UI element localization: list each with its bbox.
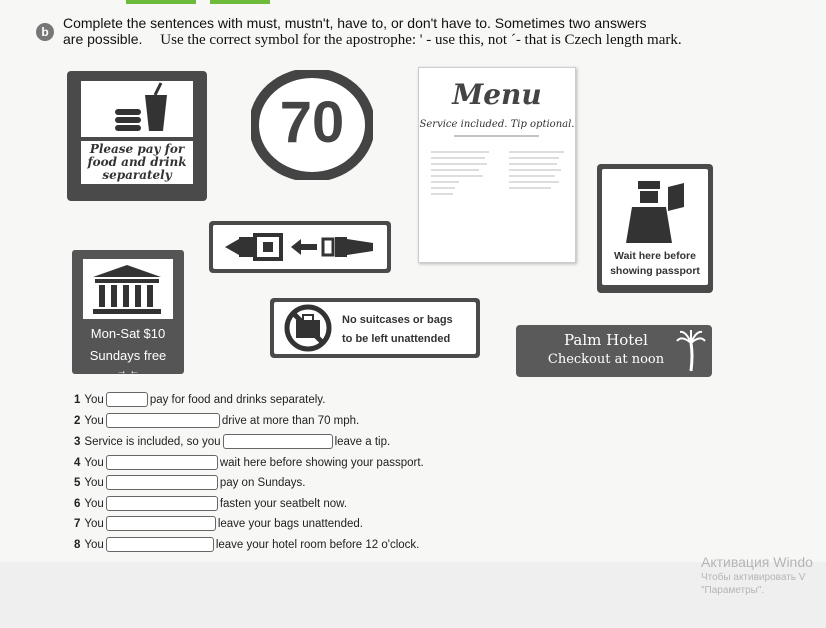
watermark-line1: Активация Windo: [701, 554, 813, 570]
sentence-number: 1: [74, 394, 81, 406]
top-accent-strip: [210, 0, 270, 4]
bags-text-line1: No suitcases or bags: [342, 314, 453, 326]
passport-text-line1: Wait here before: [614, 250, 696, 262]
sentence-after: drive at more than 70 mph.: [221, 415, 360, 427]
answer-blank-7[interactable]: [106, 516, 216, 531]
museum-free-text: Sundays free: [89, 348, 167, 363]
sentence-row: [74, 433, 390, 451]
menu-card: [418, 67, 576, 263]
sentence-row: [74, 515, 363, 533]
answer-blank-1[interactable]: [106, 392, 148, 407]
sentence-before: You: [84, 498, 104, 510]
instruction-line-1: Complete the sentences with must, mustn't, have to, or don't have to. Sometimes two answers: [63, 15, 647, 31]
hotel-name: Palm Hotel: [564, 331, 648, 349]
sentence-before: You: [84, 415, 104, 427]
sentence-after: pay for food and drinks separately.: [149, 394, 326, 406]
sentence-before: You: [84, 518, 104, 530]
sentence-number: 5: [74, 477, 81, 489]
watermark-line3: "Параметры".: [701, 585, 765, 596]
sentence-after: leave a tip.: [334, 436, 391, 448]
answer-blank-2[interactable]: [106, 413, 220, 428]
instruction-line-2b: Use the correct symbol for the apostrophe: ' - use this, not ´- that is Czech length mark.: [160, 32, 682, 48]
sentence-row: [74, 495, 347, 513]
instructions: [63, 15, 763, 48]
hotel-checkout: Checkout at noon: [547, 352, 665, 367]
exercise-badge: b: [36, 23, 54, 41]
passport-text: [602, 249, 708, 279]
menu-content-lines: [419, 130, 577, 230]
sentence-before: You: [84, 394, 104, 406]
sentence-after: fasten your seatbelt now.: [219, 498, 348, 510]
seatbelt-sign: [209, 221, 391, 273]
sentence-after: pay on Sundays.: [219, 477, 306, 489]
sentence-after: wait here before showing your passport.: [219, 457, 424, 469]
answer-blank-8[interactable]: [106, 537, 214, 552]
sentence-before: You: [84, 539, 104, 551]
hotel-sign: [516, 325, 712, 377]
instruction-line-2: [63, 31, 763, 48]
windows-activation-watermark: [701, 554, 813, 596]
sentence-row: [74, 536, 419, 554]
answer-blank-5[interactable]: [106, 475, 218, 490]
sentence-after: leave your bags unattended.: [217, 518, 363, 530]
bags-text-line2: to be left unattended: [342, 333, 451, 345]
sentence-number: 2: [74, 415, 81, 427]
passport-officer-icon: [602, 173, 708, 247]
sentence-row: [74, 454, 424, 472]
menu-subtitle: Service included. Tip optional.: [419, 119, 575, 130]
answer-blank-6[interactable]: [106, 496, 218, 511]
sentence-number: 7: [74, 518, 81, 530]
museum-price-text: Mon-Sat $10: [90, 326, 166, 341]
unattended-bags-sign: [270, 298, 480, 358]
instruction-line-2a: are possible.: [63, 31, 143, 47]
speed-limit-value: 70: [279, 90, 345, 155]
food-drink-sign: [67, 71, 207, 201]
sentence-number: 8: [74, 539, 81, 551]
answer-blank-3[interactable]: [223, 434, 333, 449]
museum-building-icon: [83, 259, 173, 319]
decorative-arrows-icon: → ←: [116, 366, 140, 377]
no-bags-icon: [280, 302, 336, 354]
sentence-before: You: [84, 477, 104, 489]
sentence-row: [74, 391, 325, 409]
food-drink-text: Please pay for food and drink separately: [81, 141, 193, 184]
passport-text-line2: showing passport: [610, 265, 700, 277]
top-accent-strip: [126, 0, 196, 4]
watermark-line2: Чтобы активировать V: [701, 572, 806, 583]
sentence-row: [74, 474, 305, 492]
museum-sign: [72, 250, 184, 377]
passport-sign: [597, 164, 713, 293]
sentence-before: You: [84, 457, 104, 469]
sentence-number: 3: [74, 436, 81, 448]
sentence-number: 4: [74, 457, 81, 469]
seatbelt-icon: [213, 225, 387, 269]
sentence-after: leave your hotel room before 12 o'clock.: [215, 539, 420, 551]
sentence-number: 6: [74, 498, 81, 510]
palm-tree-icon: [676, 329, 706, 373]
speed-limit-sign: [251, 70, 373, 180]
sentence-row: [74, 412, 359, 430]
menu-title: Menu: [452, 78, 542, 111]
food-drink-icon: [81, 81, 193, 137]
sentence-before: Service is included, so you: [84, 436, 221, 448]
answer-blank-4[interactable]: [106, 455, 218, 470]
